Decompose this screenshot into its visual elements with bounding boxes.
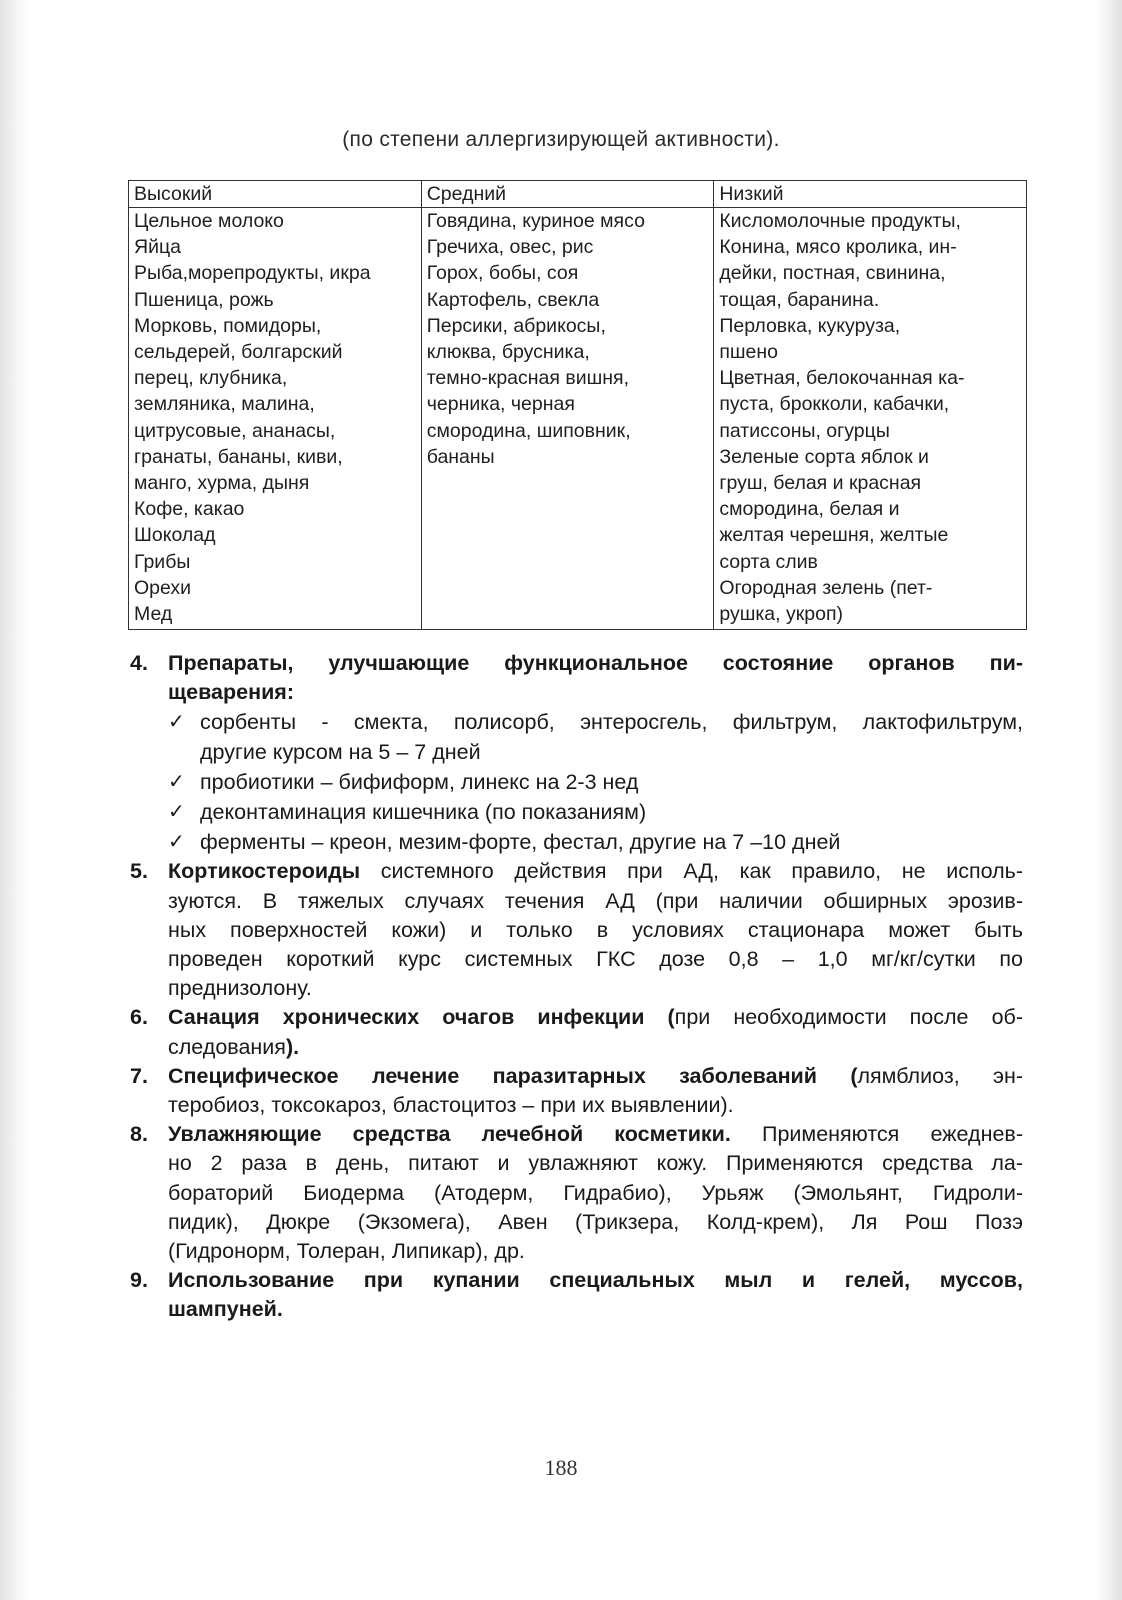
list-item: [130, 1062, 1023, 1120]
item-number: 5.: [130, 859, 148, 884]
cell-line: Кисломолочные продукты,: [719, 210, 961, 232]
item-heading: Использование при купании специальных мыл и гелей, муссов,: [168, 1268, 1023, 1293]
item-line: зуются. В тяжелых случаях течения АД (при наличии обширных эрозив-: [168, 888, 1023, 913]
cell-line: смородина, белая и: [719, 498, 900, 521]
item-heading: Увлажняющие средства лечебной косметики.: [168, 1122, 731, 1147]
item-line: преднизолону.: [168, 976, 312, 1001]
item-line: [168, 1003, 1023, 1032]
cell-line: гранаты, бананы, киви,: [134, 445, 343, 468]
list-item: [130, 1266, 1023, 1324]
cell-line: сельдерей, болгарский: [134, 341, 343, 364]
cell-line: цитрусовые, ананасы,: [134, 419, 336, 442]
cell-line: рушка, укроп): [719, 603, 844, 626]
check-item: [168, 767, 1023, 797]
item-line: пидик), Дюкре (Экзомега), Авен (Трикзера, Колд-крем), Ля Рош Позэ: [168, 1209, 1023, 1234]
table-header-row: [129, 181, 1027, 208]
list-item: [130, 1003, 1023, 1061]
cell-line: патиссоны, огурцы: [719, 419, 890, 442]
item-text: системного действия при АД, как правило, не исполь-: [360, 859, 1023, 884]
high-allergen-cell: [129, 208, 422, 630]
scan-edge-left: [0, 0, 30, 1600]
check-text: деконтаминация кишечника (по показаниям): [200, 800, 647, 825]
checkmark-icon: ✓: [168, 801, 185, 824]
check-list: [168, 707, 1023, 857]
item-number: 7.: [130, 1063, 148, 1088]
item-heading-end: ).: [285, 1034, 300, 1059]
cell-line: тощая, баранина.: [719, 288, 880, 311]
item-line: [168, 1033, 1023, 1062]
item-line: теробиоз, токсокароз, бластоцитоз – при их выявлении).: [168, 1093, 734, 1118]
header-low: Низкий: [714, 181, 1027, 208]
table-caption: (по степени аллергизирующей активности).: [342, 128, 780, 151]
cell-line: желтая черешня, желтые: [719, 524, 949, 547]
cell-line: Яйца: [134, 236, 181, 259]
item-number: 9.: [130, 1268, 148, 1293]
check-item: [168, 797, 1023, 827]
check-text: другие курсом на 5 – 7 дней: [200, 740, 481, 765]
cell-line: Шоколад: [134, 524, 216, 547]
item-line: [168, 857, 1023, 886]
item-heading: Кортикостероиды: [168, 859, 361, 884]
item-text: Применяются ежеднев-: [730, 1122, 1023, 1147]
check-item: [168, 827, 1023, 857]
cell-line: груш, белая и красная: [719, 472, 922, 495]
item-line: [168, 1062, 1023, 1091]
check-item: [168, 707, 1023, 767]
table-row: [129, 208, 1027, 630]
cell-line: Морковь, помидоры,: [134, 314, 322, 337]
header-high: Высокий: [129, 181, 422, 208]
cell-line: Рыба,морепродукты, икра: [134, 262, 371, 285]
cell-line: Орехи: [134, 576, 192, 599]
cell-line: Картофель, свекла: [426, 288, 600, 311]
item-line: но 2 раза в день, питают и увлажняют кожу. Применяются средства ла-: [168, 1151, 1023, 1176]
item-number: 8.: [130, 1122, 148, 1147]
item-heading: Санация хронических очагов инфекции (: [168, 1005, 675, 1030]
checkmark-icon: ✓: [168, 831, 185, 854]
item-text: следования: [168, 1034, 286, 1059]
cell-line: манго, хурма, дыня: [134, 472, 310, 495]
check-text: ферменты – креон, мезим-форте, фестал, другие на 7 –10 дней: [200, 830, 841, 855]
item-heading: щеварения:: [168, 680, 294, 705]
list-item: [130, 649, 1023, 857]
medium-allergen-cell: [421, 208, 714, 630]
cell-line: Цветная, белокочанная ка-: [719, 367, 965, 390]
cell-line: Цельное молоко: [134, 210, 284, 232]
cell-line: земляника, малина,: [134, 393, 315, 416]
checkmark-icon: ✓: [168, 771, 185, 794]
allergen-table: [128, 180, 1027, 630]
cell-line: пшено: [719, 341, 778, 364]
cell-line: Огородная зелень (пет-: [719, 576, 933, 599]
item-text: лямблиоз, эн-: [857, 1063, 1023, 1088]
cell-line: дейки, постная, свинина,: [719, 262, 946, 285]
cell-line: черника, черная: [426, 393, 575, 416]
cell-line: Конина, мясо кролика, ин-: [719, 236, 957, 259]
cell-line: смородина, шиповник,: [426, 419, 631, 442]
cell-line: Горох, бобы, соя: [426, 262, 579, 285]
check-text: сорбенты - смекта, полисорб, энтеросгель, фильтрум, лактофильтрум,: [200, 710, 1023, 735]
cell-line: Грибы: [134, 550, 191, 573]
item-heading: Препараты, улучшающие функциональное состояние органов пи-: [168, 651, 1023, 675]
item-line: [168, 1120, 1023, 1149]
header-medium: Средний: [421, 181, 714, 208]
cell-line: Перловка, кукуруза,: [719, 314, 901, 337]
cell-line: Зеленые сорта яблок и: [719, 445, 929, 468]
item-number: 6.: [130, 1005, 148, 1030]
cell-line: клюква, брусника,: [426, 341, 590, 364]
scan-edge-right: [1096, 0, 1122, 1600]
item-heading: шампуней.: [168, 1297, 283, 1322]
cell-line: Пшеница, рожь: [134, 288, 274, 311]
item-line: ных поверхностей кожи) и только в условиях стационара может быть: [168, 917, 1023, 942]
list-item: [130, 857, 1023, 1003]
checkmark-icon: ✓: [168, 711, 185, 734]
item-number: 4.: [130, 651, 148, 675]
list-item: [130, 1120, 1023, 1266]
item-line: бораторий Биодерма (Атодерм, Гидрабио), Урьяж (Эмольянт, Гидроли-: [168, 1180, 1023, 1205]
check-text: пробиотики – бифиформ, линекс на 2-3 нед: [200, 770, 639, 795]
cell-line: перец, клубника,: [134, 367, 288, 390]
cell-line: темно-красная вишня,: [426, 367, 629, 390]
cell-line: Гречиха, овес, рис: [426, 236, 594, 259]
item-line: проведен короткий курс системных ГКС дозе 0,8 – 1,0 мг/кг/сутки по: [168, 947, 1023, 972]
item-line: (Гидронорм, Толеран, Липикар), др.: [168, 1239, 525, 1264]
page-number: 188: [544, 1455, 578, 1480]
cell-line: сорта слив: [719, 550, 818, 573]
cell-line: пуста, брокколи, кабачки,: [719, 393, 950, 416]
low-allergen-cell: [714, 208, 1027, 630]
treatment-list: [130, 649, 1023, 1325]
cell-line: Кофе, какао: [134, 498, 245, 521]
cell-line: Мед: [134, 603, 173, 626]
cell-line: Персики, абрикосы,: [426, 314, 606, 337]
item-text: при необходимости после об-: [674, 1005, 1023, 1030]
item-heading: Специфическое лечение паразитарных заболеваний (: [168, 1063, 858, 1088]
cell-line: Говядина, куриное мясо: [426, 210, 645, 232]
cell-line: бананы: [426, 445, 495, 468]
